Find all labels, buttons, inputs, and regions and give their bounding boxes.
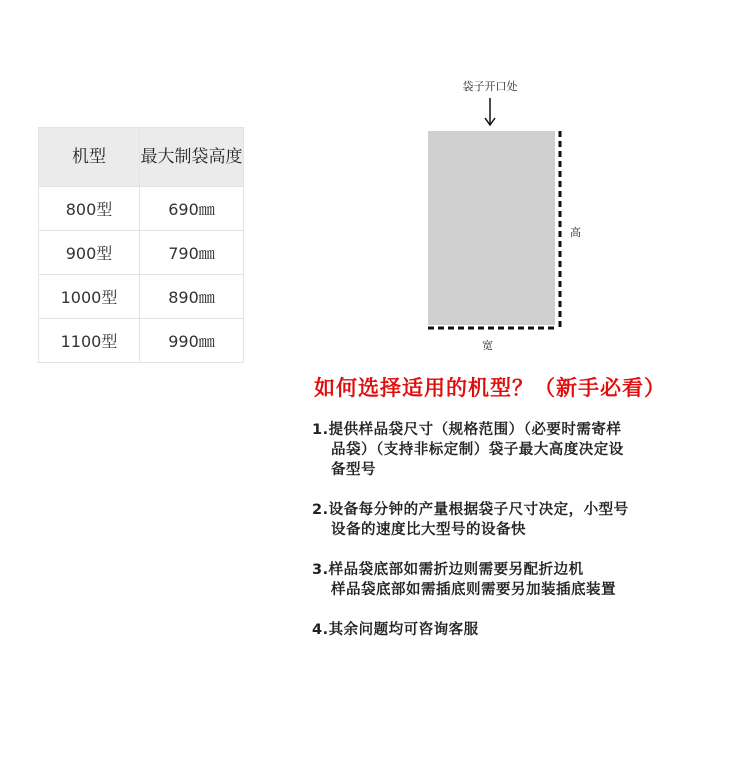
note-line: 备型号 bbox=[331, 462, 376, 478]
cell-height: 890㎜ bbox=[140, 275, 244, 319]
note-line: 2.设备每分钟的产量根据袋子尺寸决定，小型号 bbox=[312, 502, 629, 518]
note-line: 4.其余问题均可咨询客服 bbox=[312, 622, 479, 638]
note-line: 1.提供样品袋尺寸（规格范围）（必要时需寄样 bbox=[312, 422, 622, 438]
header-max-bag-height: 最大制袋高度 bbox=[140, 128, 244, 187]
table-row bbox=[39, 319, 244, 363]
note-item bbox=[312, 620, 707, 640]
header-model: 机型 bbox=[39, 128, 140, 187]
note-item bbox=[312, 500, 707, 540]
note-line: 3.样品袋底部如需折边则需要另配折边机 bbox=[312, 562, 584, 578]
table-header-row bbox=[39, 128, 244, 187]
notes-list bbox=[312, 420, 707, 660]
table-row bbox=[39, 275, 244, 319]
cell-height: 790㎜ bbox=[140, 231, 244, 275]
width-label: 宽 bbox=[482, 339, 493, 352]
bag-dimension-lines bbox=[420, 125, 570, 335]
table-row bbox=[39, 187, 244, 231]
table-row bbox=[39, 231, 244, 275]
height-label: 高 bbox=[570, 226, 581, 239]
bag-opening-label: 袋子开口处 bbox=[462, 80, 518, 93]
page-headline: 如何选择适用的机型？（新手必看） bbox=[314, 376, 666, 400]
cell-height: 690㎜ bbox=[140, 187, 244, 231]
cell-model: 1000型 bbox=[39, 275, 140, 319]
cell-model: 800型 bbox=[39, 187, 140, 231]
note-line: 品袋）（支持非标定制）袋子最大高度决定设 bbox=[331, 442, 624, 458]
model-spec-table bbox=[38, 127, 244, 363]
note-line: 样品袋底部如需插底则需要另加装插底装置 bbox=[331, 582, 616, 598]
note-item bbox=[312, 420, 707, 480]
cell-height: 990㎜ bbox=[140, 319, 244, 363]
cell-model: 900型 bbox=[39, 231, 140, 275]
cell-model: 1100型 bbox=[39, 319, 140, 363]
down-arrow-icon bbox=[482, 96, 498, 128]
note-line: 设备的速度比大型号的设备快 bbox=[331, 522, 526, 538]
note-item bbox=[312, 560, 707, 600]
